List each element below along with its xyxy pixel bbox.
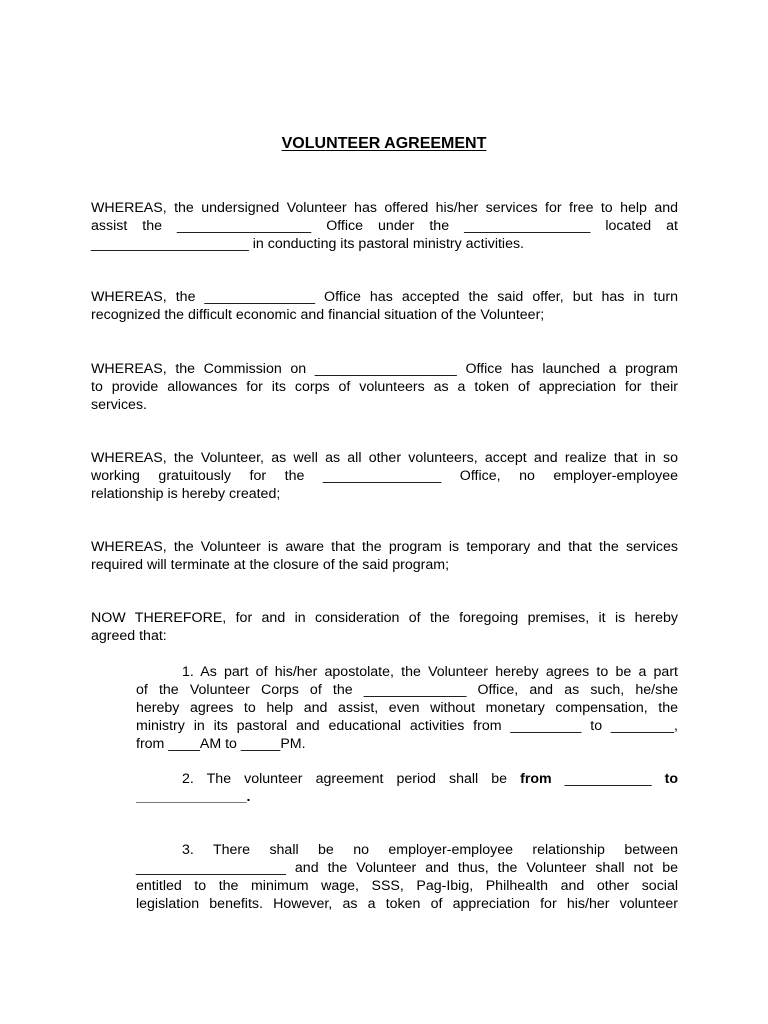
text-line: relationship is hereby created;	[91, 486, 281, 502]
agreement-item-2	[136, 770, 678, 806]
text-line: WHEREAS, the Volunteer is aware that the program is temporary and that the services	[91, 539, 678, 555]
document-title: VOLUNTEER AGREEMENT	[281, 135, 487, 152]
text-line: entitled to the minimum wage, SSS, Pag-Ibig, Philhealth and other social	[136, 878, 678, 894]
text-line: legislation benefits. However, as a token of appreciation for his/her volunteer	[136, 896, 678, 912]
whereas-paragraph-4	[91, 449, 678, 503]
whereas-paragraph-5	[91, 538, 678, 574]
text-line: WHEREAS, the ______________ Office has accepted the said offer, but has in turn	[91, 289, 678, 305]
text-line: agreed that:	[91, 628, 167, 644]
whereas-paragraph-2	[91, 288, 678, 324]
text-line: working gratuitously for the _______________ Office, no employer-employee	[91, 468, 678, 484]
text-line: services.	[91, 397, 147, 413]
text-line: of the Volunteer Corps of the _____________ Office, and as such, he/she	[136, 682, 678, 698]
whereas-paragraph-1	[91, 199, 678, 253]
now-therefore-paragraph	[91, 609, 678, 645]
text-line: WHEREAS, the undersigned Volunteer has offered his/her services for free to help and	[91, 200, 678, 216]
text-line: ministry in its pastoral and educational activities from _________ to ________,	[136, 718, 678, 734]
text-line: assist the _________________ Office under the ________________ located at	[91, 218, 678, 234]
agreement-item-1	[136, 663, 678, 753]
text-line: ___________________ and the Volunteer and thus, the Volunteer shall not be	[136, 860, 678, 876]
text-line: 3. There shall be no employer-employee relationship between	[182, 842, 678, 858]
text-line: 1. As part of his/her apostolate, the Volunteer hereby agrees to be a part	[182, 664, 678, 680]
item-2-text: 2. The volunteer agreement period shall be	[182, 771, 508, 787]
text-line: required will terminate at the closure of the said program;	[91, 557, 450, 573]
text-line: to provide allowances for its corps of volunteers as a token of appreciation for their	[91, 379, 678, 395]
text-line: from ____AM to _____PM.	[136, 736, 306, 752]
item-2-from: from	[520, 771, 552, 787]
whereas-paragraph-3	[91, 360, 678, 414]
text-line: WHEREAS, the Commission on __________________ Office has launched a program	[91, 361, 678, 377]
text-line: recognized the difficult economic and financial situation of the Volunteer;	[91, 307, 545, 323]
agreement-item-3	[136, 841, 678, 913]
text-line: NOW THEREFORE, for and in consideration of the foregoing premises, it is hereby	[91, 610, 678, 626]
item-2-to: to	[664, 771, 678, 787]
text-line: WHEREAS, the Volunteer, as well as all other volunteers, accept and realize that in so	[91, 450, 678, 466]
text-line: hereby agrees to help and assist, even without monetary compensation, the	[136, 700, 678, 716]
text-line: ______________.	[136, 789, 251, 805]
text-line: ____________________ in conducting its pastoral ministry activities.	[91, 236, 524, 252]
text-line	[136, 770, 678, 788]
item-2-blank: ___________	[564, 771, 652, 787]
